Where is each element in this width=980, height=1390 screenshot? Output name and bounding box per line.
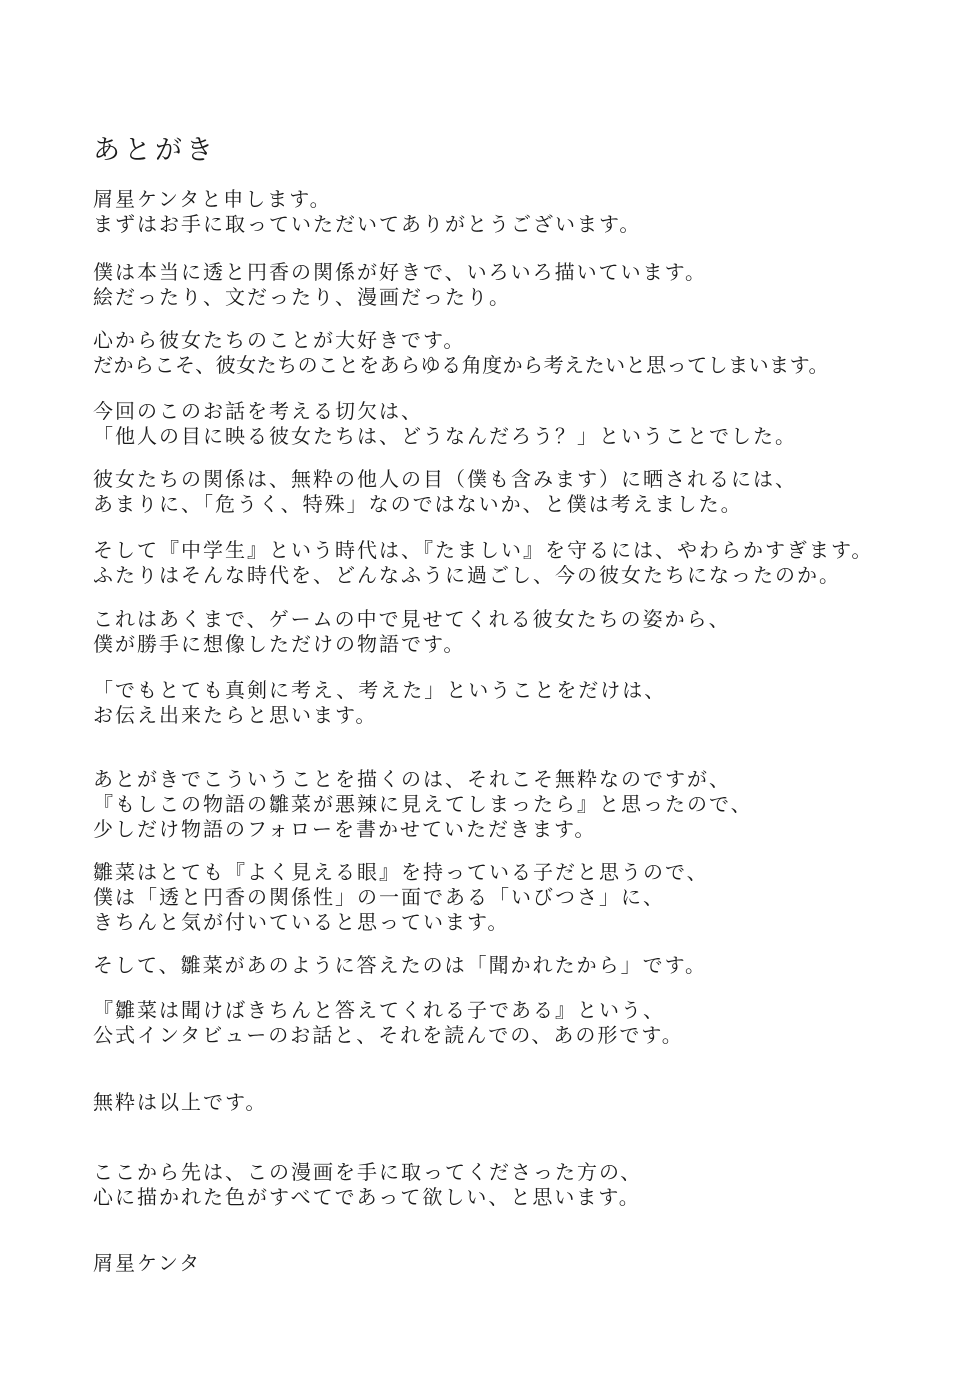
text-line: あまりに、「危うく、特殊」なのではないか、と僕は考えました。: [93, 492, 743, 516]
page-title: あとがき: [93, 135, 217, 166]
text-line: まずはお手に取っていただいてありがとうございます。: [93, 212, 642, 236]
author-signature: 屑星ケンタ: [93, 1251, 202, 1275]
text-line: 彼女たちの関係は、無粋の他人の目（僕も含みます）に晒されるには、: [93, 467, 797, 491]
text-line: 公式インタビューのお話と、それを読んでの、あの形です。: [93, 1023, 684, 1047]
text-line: あとがきでこういうことを描くのは、それこそ無粋なのですが、: [93, 767, 731, 791]
text-line: 今回のこのお話を考える切欠は、: [93, 399, 423, 423]
text-line: 『もしこの物語の雛菜が悪辣に見えてしまったら』と思ったので、: [93, 792, 753, 816]
text-line: きちんと気が付いていると思っています。: [93, 910, 510, 934]
text-line: ふたりはそんな時代を、どんなふうに過ごし、今の彼女たちになったのか。: [93, 563, 841, 587]
text-line: 心に描かれた色がすべてであって欲しい、と思います。: [93, 1185, 641, 1209]
text-line: 僕は「透と円香の関係性」の一面である「いびつさ」に、: [93, 885, 665, 909]
text-line: ここから先は、この漫画を手に取ってくださった方の、: [93, 1160, 643, 1184]
text-line: 「でもとても真剣に考え、考えた」ということをだけは、: [93, 678, 667, 702]
text-line: そして、雛菜があのように答えたのは「聞かれたから」です。: [93, 953, 707, 977]
text-line: 屑星ケンタと申します。: [93, 187, 332, 211]
text-line: 僕は本当に透と円香の関係が好きで、いろいろ描いています。: [93, 260, 707, 284]
text-line: お伝え出来たらと思います。: [93, 703, 378, 727]
text-line: 少しだけ物語のフォローを書かせていただきます。: [93, 817, 597, 841]
text-line: 僕が勝手に想像しただけの物語です。: [93, 632, 466, 656]
text-line: そして『中学生』という時代は、『たましい』を守るには、やわらかすぎます。: [93, 538, 874, 562]
text-line: 心から彼女たちのことが大好きです。: [93, 328, 466, 352]
text-line: 絵だったり、文だったり、漫画だったり。: [93, 285, 511, 309]
text-line: これはあくまで、ゲームの中で見せてくれる彼女たちの姿から、: [93, 607, 731, 631]
text-line: だからこそ、彼女たちのことをあらゆる角度から考えたいと思ってしまいます。: [93, 353, 829, 377]
text-line: 「他人の目に映る彼女たちは、どうなんだろう？」ということでした。: [93, 424, 797, 448]
text-line: 雛菜はとても『よく見える眼』を持っている子だと思うので、: [93, 860, 709, 884]
text-line: 無粋は以上です。: [93, 1090, 268, 1114]
text-line: 『雛菜は聞けばきちんと答えてくれる子である』という、: [93, 998, 665, 1022]
